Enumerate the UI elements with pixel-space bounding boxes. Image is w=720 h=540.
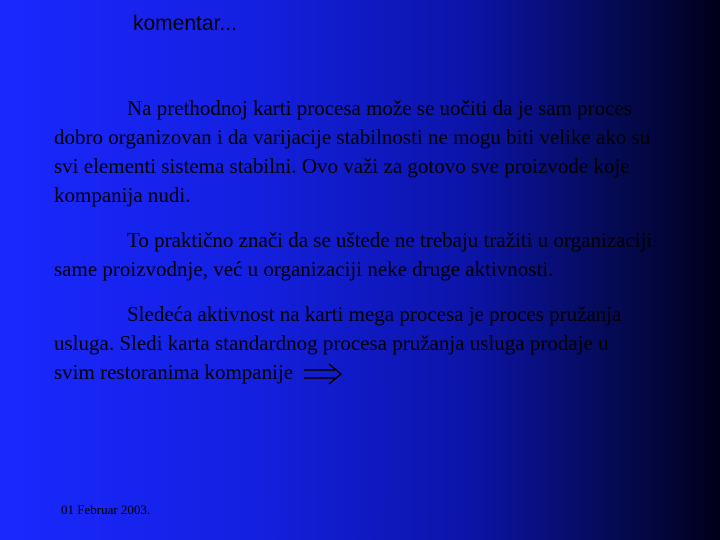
slide-title: komentar...	[133, 12, 237, 35]
footer-date: 01 Februar 2003.	[61, 502, 151, 517]
paragraph-3	[54, 300, 654, 387]
paragraph-2: To praktično znači da se uštede ne trebaju tražiti u organizaciji same proizvodnje, već u organizaciji neke druge aktivnosti.	[54, 228, 653, 281]
slide-body	[54, 94, 654, 403]
double-arrow-right-icon[interactable]	[303, 363, 343, 385]
paragraph-1: Na prethodnoj karti procesa može se uočiti da je sam proces dobro organizovan i da varijacije stabilnosti ne mogu biti velike ako su svi elementi sistema stabilni. Ovo važi za gotovo sve proizvode koje kompanija nudi.	[54, 96, 651, 207]
paragraph-3-text: Sledeća aktivnost na karti mega procesa je proces pružanja usluga. Sledi karta standardnog procesa pružanja usluga prodaje u svim restoranima kompanije	[54, 302, 622, 384]
